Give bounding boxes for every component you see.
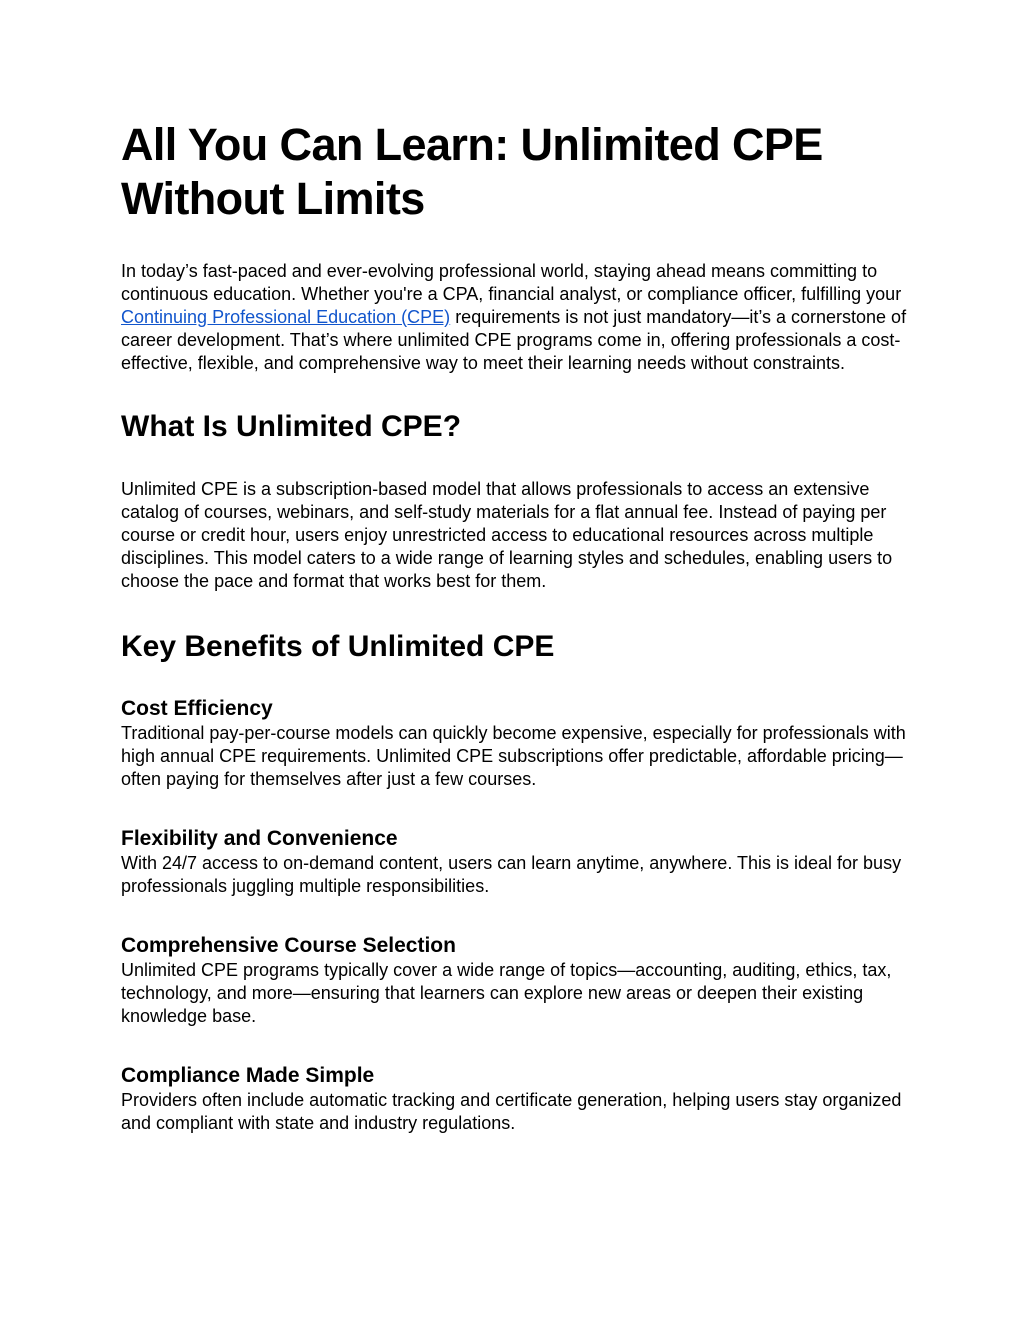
intro-text-after-link: requirements is not just mandatory—it’s a cornerstone of career development. That’s where unlimited CPE programs come in, offering professionals a cost-effective, flexible, and comprehensive way to meet their learning needs without constraints.: [121, 307, 907, 373]
benefit-flexibility: [121, 826, 911, 898]
benefit-body: With 24/7 access to on-demand content, users can learn anytime, anywhere. This is ideal for busy professionals juggling multiple responsibilities.: [121, 853, 902, 896]
cpe-link[interactable]: Continuing Professional Education (CPE): [121, 307, 451, 327]
benefit-heading: Cost Efficiency: [121, 697, 273, 720]
what-is-paragraph: Unlimited CPE is a subscription-based model that allows professionals to access an extensive catalog of courses, webinars, and self-study materials for a flat annual fee. Instead of paying per course or credit hour, users enjoy unrestricted access to educational resources across multiple disciplines. This model caters to a wide range of learning styles and schedules, enabling users to choose the pace and format that works best for them.: [121, 479, 893, 591]
benefit-course-selection: [121, 933, 911, 1028]
benefit-heading: Comprehensive Course Selection: [121, 934, 456, 957]
benefit-heading: Compliance Made Simple: [121, 1064, 375, 1087]
intro-text-before-link: In today’s fast-paced and ever-evolving professional world, staying ahead means committing to continuous education. Whether you're a CPA, financial analyst, or compliance officer, fulfilling your: [121, 261, 902, 304]
intro-paragraph: [121, 260, 911, 375]
key-benefits-heading: Key Benefits of Unlimited CPE: [121, 630, 555, 663]
what-is-heading: What Is Unlimited CPE?: [121, 410, 462, 443]
benefit-heading: Flexibility and Convenience: [121, 827, 398, 850]
benefit-body: Unlimited CPE programs typically cover a wide range of topics—accounting, auditing, ethics, tax, technology, and more—ensuring that learners can explore new areas or deepen their existing knowledge base.: [121, 960, 892, 1026]
page-title: All You Can Learn: Unlimited CPE Without Limits: [121, 119, 823, 224]
benefit-body: Traditional pay-per-course models can quickly become expensive, especially for professionals with high annual CPE requirements. Unlimited CPE subscriptions offer predictable, affordable pricing—often paying for themselves after just a few courses.: [121, 723, 906, 789]
benefit-compliance: [121, 1063, 911, 1135]
document-page: [121, 118, 911, 1135]
benefit-body: Providers often include automatic tracking and certificate generation, helping users stay organized and compliant with state and industry regulations.: [121, 1090, 902, 1133]
benefit-cost-efficiency: [121, 696, 911, 791]
